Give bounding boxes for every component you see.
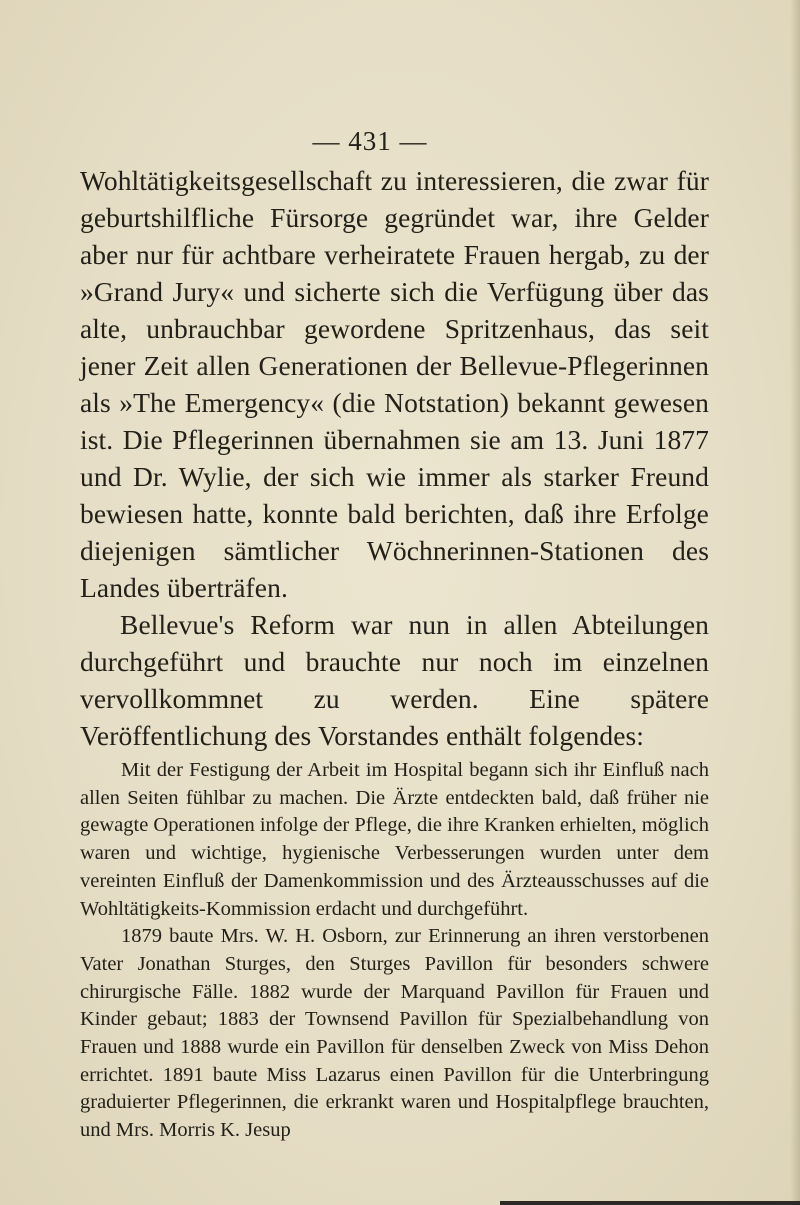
page-edge-shadow bbox=[790, 0, 800, 1205]
body-text bbox=[80, 162, 709, 1145]
paragraph-2: Bellevue's Reform war nun in allen Abteilungen durchgeführt und brauchte nur noch im einzelnen vervollkommnet zu werden. Eine spätere Veröffentlichung des Vorstandes enthält folgendes: bbox=[80, 609, 709, 751]
quote-paragraph-1: Mit der Festigung der Arbeit im Hospital begann sich ihr Einfluß nach allen Seiten fühlbar zu machen. Die Ärzte entdeckten bald, daß früher nie gewagte Operationen infolge der Pflege, die ihre Kranken erhielten, möglich waren und wichtige, hygienische Verbesserungen wurden unter dem vereinten Einfluß der Damenkommission und des Ärzteausschusses auf die Wohltätigkeits-Kommission erdacht und durchgeführt. bbox=[80, 759, 709, 920]
bottom-rule bbox=[500, 1201, 800, 1205]
quoted-report bbox=[80, 757, 709, 1145]
quote-paragraph-2: 1879 baute Mrs. W. H. Osborn, zur Erinnerung an ihren verstorbenen Vater Jonathan Sturges, den Sturges Pavillon für besonders schwere chirurgische Fälle. 1882 wurde der Marquand Pavillon für Frauen und Kinder gebaut; 1883 der Townsend Pavillon für Spezialbehandlung von Frauen und 1888 wurde ein Pavillon für denselben Zweck von Miss Dehon errichtet. 1891 baute Miss Lazarus einen Pavillon für die Unterbringung graduierter Pflegerinnen, die erkrankt waren und Hospitalpflege brauchten, und Mrs. Morris K. Jesup bbox=[80, 925, 709, 1142]
page-number: — 431 — bbox=[312, 126, 428, 156]
paragraph-1: Wohltätigkeitsgesellschaft zu interessieren, die zwar für geburtshilfliche Fürsorge gegründet war, ihre Gelder aber nur für achtbare verheiratete Frauen hergab, zu der »Grand Jury« und sicherte sich die Verfügung über das alte, unbrauchbar gewordene Spritzenhaus, das seit jener Zeit allen Generationen der Bellevue-Pflegerinnen als »The Emergency« (die Notstation) bekannt gewesen ist. Die Pflegerinnen übernahmen sie am 13. Juni 1877 und Dr. Wylie, der sich wie immer als starker Freund bewiesen hatte, konnte bald berichten, daß ihre Erfolge diejenigen sämtlicher Wöchnerinnen-Stationen des Landes überträfen. bbox=[80, 165, 709, 603]
